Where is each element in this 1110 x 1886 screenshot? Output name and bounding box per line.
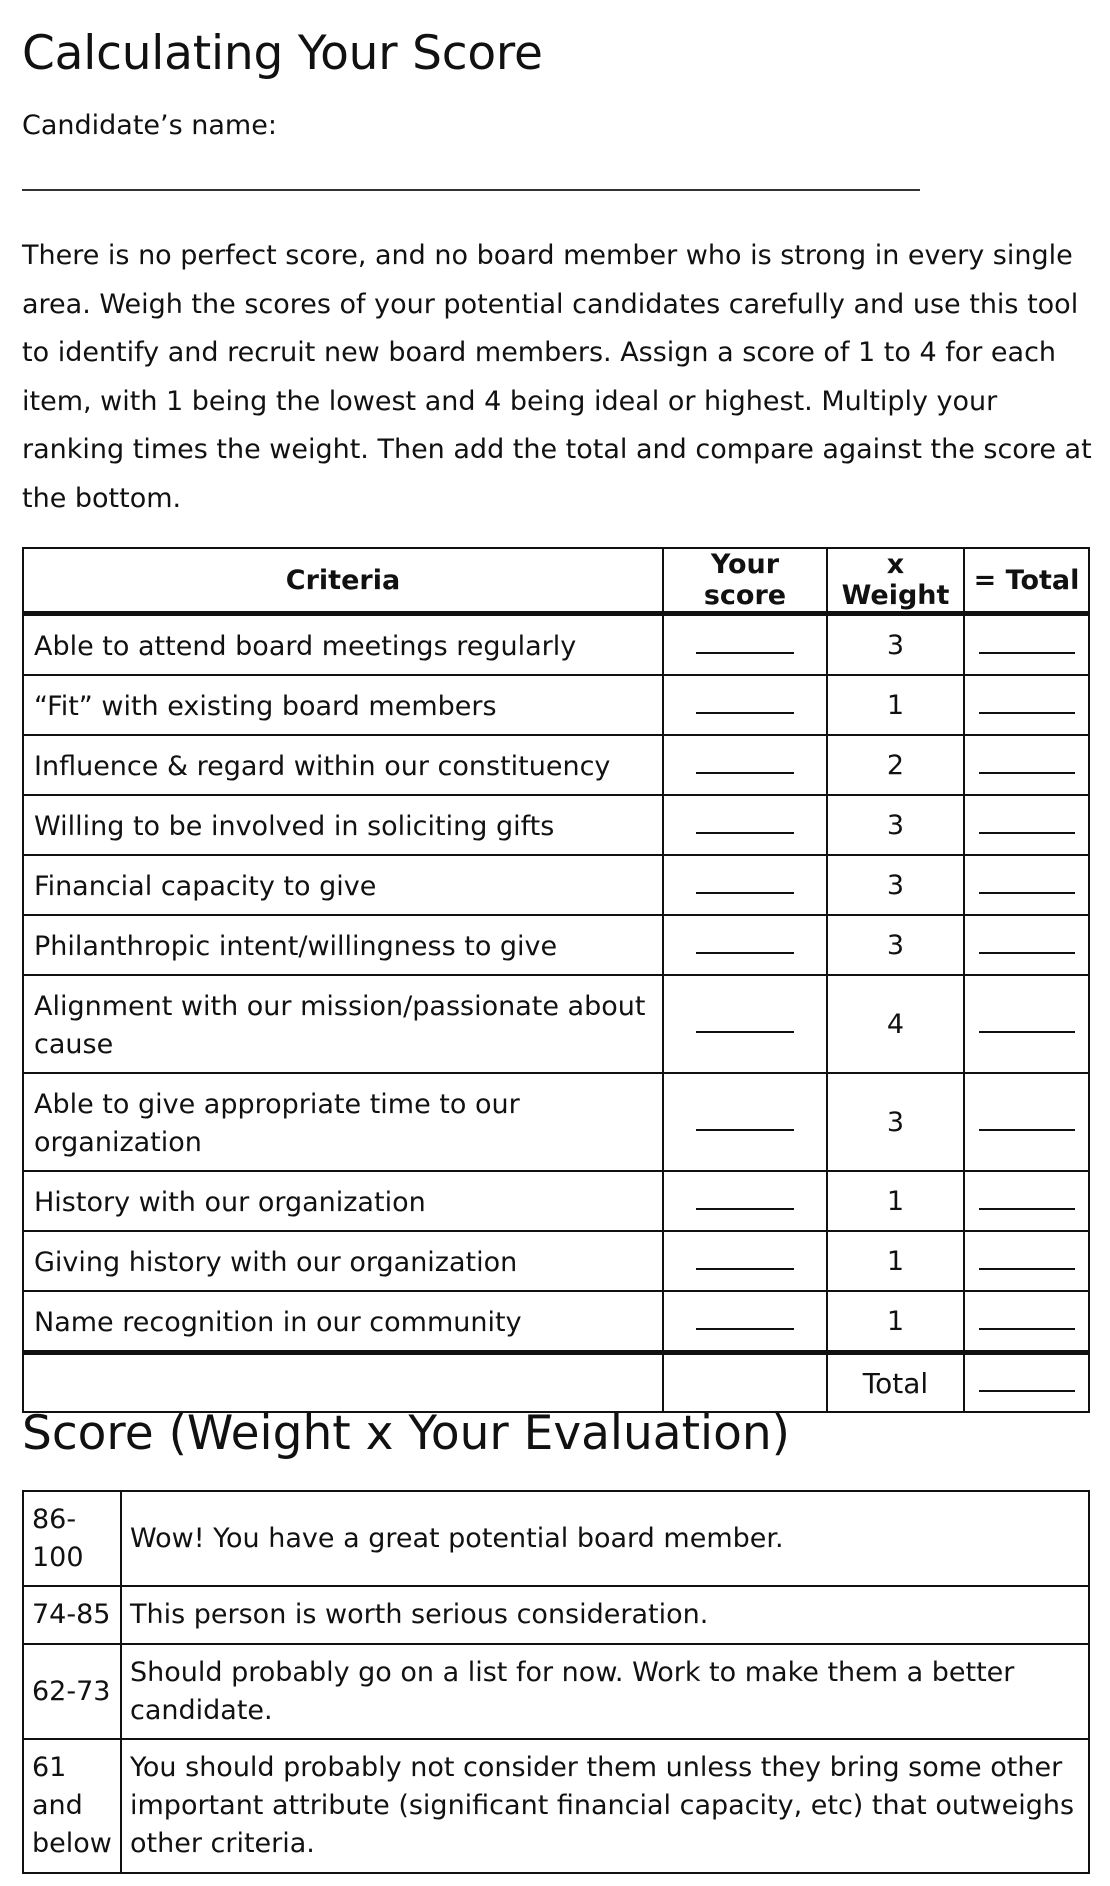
criteria-cell: History with our organization bbox=[23, 1171, 663, 1231]
score-blank[interactable] bbox=[696, 712, 794, 714]
range-description: Wow! You have a great potential board member. bbox=[121, 1491, 1089, 1586]
score-blank[interactable] bbox=[696, 1031, 794, 1033]
score-blank[interactable] bbox=[696, 1208, 794, 1210]
score-blank[interactable] bbox=[696, 1328, 794, 1330]
score-blank[interactable] bbox=[696, 1129, 794, 1131]
candidate-name-label: Candidate’s name: bbox=[22, 110, 277, 141]
criteria-cell: Able to attend board meetings regularly bbox=[23, 614, 663, 676]
weight-header: x Weight bbox=[827, 548, 964, 614]
table-row bbox=[23, 1171, 1089, 1231]
total-blank[interactable] bbox=[979, 1268, 1075, 1270]
weight-cell: 1 bbox=[827, 1291, 964, 1353]
score-blank[interactable] bbox=[696, 952, 794, 954]
score-blank[interactable] bbox=[696, 1268, 794, 1270]
table-row bbox=[23, 975, 1089, 1073]
table-row bbox=[23, 1291, 1089, 1353]
total-blank[interactable] bbox=[979, 1129, 1075, 1131]
candidate-name-field[interactable] bbox=[22, 189, 920, 191]
total-label: Total bbox=[827, 1353, 964, 1413]
table-row bbox=[23, 1491, 1089, 1586]
table-row bbox=[23, 1739, 1089, 1873]
total-blank[interactable] bbox=[979, 1328, 1075, 1330]
criteria-cell: Able to give appropriate time to our organization bbox=[23, 1073, 663, 1171]
criteria-cell: Alignment with our mission/passionate about cause bbox=[23, 975, 663, 1073]
total-blank[interactable] bbox=[979, 1031, 1075, 1033]
weight-cell: 3 bbox=[827, 1073, 964, 1171]
table-row bbox=[23, 735, 1089, 795]
total-blank[interactable] bbox=[979, 712, 1075, 714]
criteria-cell: Influence & regard within our constituency bbox=[23, 735, 663, 795]
criteria-cell: Financial capacity to give bbox=[23, 855, 663, 915]
page-title: Calculating Your Score bbox=[22, 26, 543, 81]
score-blank[interactable] bbox=[696, 772, 794, 774]
total-blank[interactable] bbox=[979, 892, 1075, 894]
table-row bbox=[23, 855, 1089, 915]
weight-cell: 1 bbox=[827, 1231, 964, 1291]
criteria-cell: “Fit” with existing board members bbox=[23, 675, 663, 735]
criteria-cell: Giving history with our organization bbox=[23, 1231, 663, 1291]
weight-cell: 1 bbox=[827, 1171, 964, 1231]
score-blank[interactable] bbox=[696, 832, 794, 834]
range-cell: 86-100 bbox=[23, 1491, 121, 1586]
weight-cell: 3 bbox=[827, 915, 964, 975]
score-range-table bbox=[22, 1490, 1090, 1874]
total-blank[interactable] bbox=[979, 952, 1075, 954]
your-score-header: Your score bbox=[663, 548, 827, 614]
table-row bbox=[23, 1644, 1089, 1739]
range-cell: 62-73 bbox=[23, 1644, 121, 1739]
weight-cell: 1 bbox=[827, 675, 964, 735]
criteria-header: Criteria bbox=[23, 548, 663, 614]
criteria-cell: Willing to be involved in soliciting gifts bbox=[23, 795, 663, 855]
total-blank[interactable] bbox=[979, 1208, 1075, 1210]
range-description: This person is worth serious consideration. bbox=[121, 1586, 1089, 1644]
score-blank[interactable] bbox=[696, 892, 794, 894]
weight-cell: 3 bbox=[827, 795, 964, 855]
table-row bbox=[23, 675, 1089, 735]
score-blank[interactable] bbox=[696, 652, 794, 654]
total-blank[interactable] bbox=[979, 832, 1075, 834]
range-description: You should probably not consider them unless they bring some other important attribute (significant financial capacity, etc) that outweighs other criteria. bbox=[121, 1739, 1089, 1873]
table-row bbox=[23, 1073, 1089, 1171]
weight-cell: 3 bbox=[827, 614, 964, 676]
intro-paragraph: There is no perfect score, and no board member who is strong in every single area. Weigh the scores of your potential candidates carefully and use this tool to identify and recruit new board members. Assign a score of 1 to 4 for each item, with 1 being the lowest and 4 being ideal or highest. Multiply your ranking times the weight. Then add the total and compare against the score at the bottom. bbox=[22, 240, 1092, 514]
weight-cell: 2 bbox=[827, 735, 964, 795]
table-row bbox=[23, 915, 1089, 975]
grand-total-blank[interactable] bbox=[979, 1390, 1075, 1392]
table-row bbox=[23, 614, 1089, 676]
weight-cell: 4 bbox=[827, 975, 964, 1073]
total-blank[interactable] bbox=[979, 652, 1075, 654]
score-table-header bbox=[23, 548, 1089, 614]
range-description: Should probably go on a list for now. Work to make them a better candidate. bbox=[121, 1644, 1089, 1739]
criteria-cell: Name recognition in our community bbox=[23, 1291, 663, 1353]
table-row bbox=[23, 795, 1089, 855]
total-blank[interactable] bbox=[979, 772, 1075, 774]
range-cell: 61 and below bbox=[23, 1739, 121, 1873]
score-section-title: Score (Weight x Your Evaluation) bbox=[22, 1406, 790, 1461]
table-row bbox=[23, 1586, 1089, 1644]
table-row bbox=[23, 1231, 1089, 1291]
criteria-cell: Philanthropic intent/willingness to give bbox=[23, 915, 663, 975]
range-cell: 74-85 bbox=[23, 1586, 121, 1644]
score-table bbox=[22, 547, 1090, 1413]
weight-cell: 3 bbox=[827, 855, 964, 915]
total-header: = Total bbox=[964, 548, 1089, 614]
